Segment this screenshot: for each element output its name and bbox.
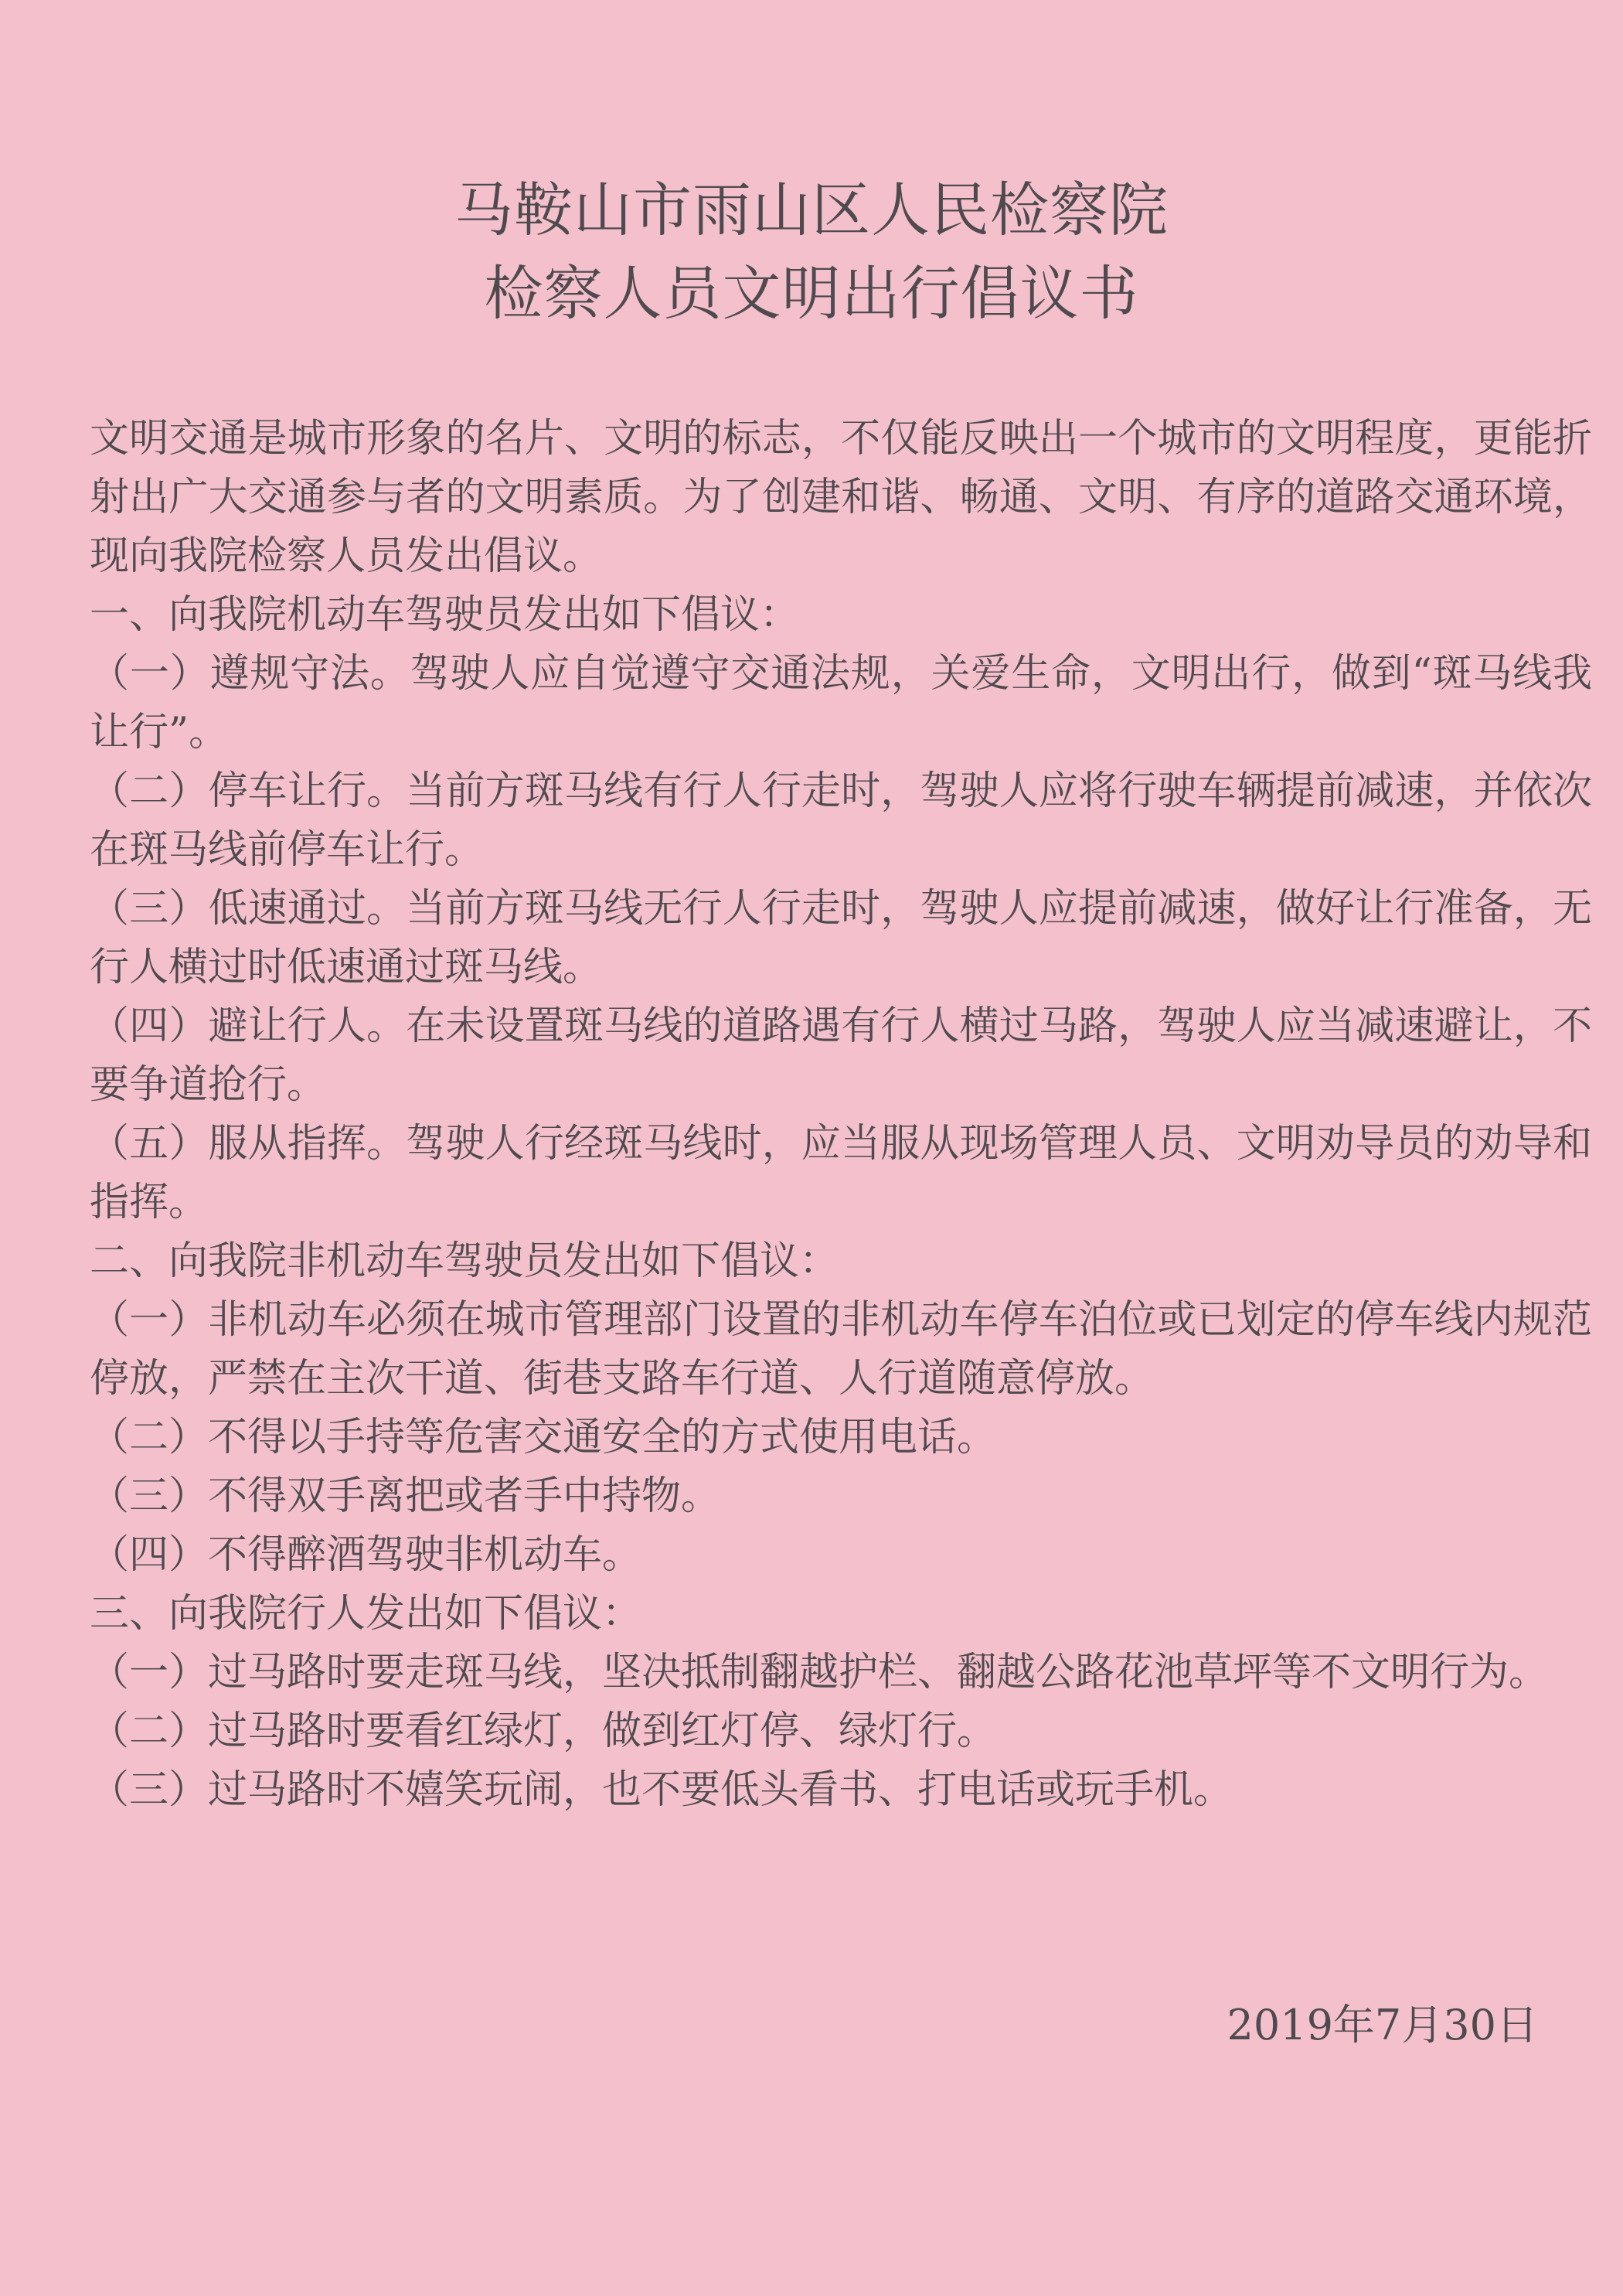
proposal-item: （三）低速通过。当前方斑马线无行人行走时，驾驶人应提前减速，做好让行准备，无行人横过时低速通过斑马线。 (90, 886, 1592, 990)
proposal-item: （二）过马路时要看红绿灯，做到红灯停、绿灯行。 (90, 1708, 997, 1754)
proposal-item: （五）服从指挥。驾驶人行经斑马线时，应当服从现场管理人员、文明劝导员的劝导和指挥。 (90, 1121, 1592, 1225)
document-date: 2019年7月30日 (1227, 2001, 1538, 2049)
proposal-item: （四）避让行人。在未设置斑马线的道路遇有行人横过马路，驾驶人应当减速避让，不要争道抢行。 (90, 1003, 1592, 1108)
proposal-item: （一）过马路时要走斑马线，坚决抵制翻越护栏、翻越公路花池草坪等不文明行为。 (90, 1650, 1549, 1695)
proposal-item: （四）不得醉酒驾驶非机动车。 (90, 1532, 642, 1578)
document-title (0, 169, 1623, 336)
proposal-item: （二）停车让行。当前方斑马线有行人行走时，驾驶人应将行驶车辆提前减速，并依次在斑马线前停车让行。 (90, 768, 1592, 873)
title-line-organization: 马鞍山市雨山区人民检察院 (454, 175, 1169, 244)
proposal-item: （一）非机动车必须在城市管理部门设置的非机动车停车泊位或已划定的停车线内规范停放，严禁在主次干道、街巷支路车行道、人行道随意停放。 (90, 1297, 1592, 1402)
section-heading-pedestrian: 三、向我院行人发出如下倡议： (90, 1591, 642, 1637)
section-heading-motor-vehicle: 一、向我院机动车驾驶员发出如下倡议： (90, 592, 800, 638)
proposal-item: （二）不得以手持等危害交通安全的方式使用电话。 (90, 1415, 997, 1460)
proposal-item: （一）遵规守法。驾驶人应自觉遵守交通法规，关爱生命，文明出行，做到“斑马线我让行”。 (90, 651, 1592, 755)
title-line-subject: 检察人员文明出行倡议书 (484, 259, 1139, 328)
document-body (90, 410, 1592, 1820)
proposal-item: （三）不得双手离把或者手中持物。 (90, 1473, 721, 1519)
section-heading-non-motor-vehicle: 二、向我院非机动车驾驶员发出如下倡议： (90, 1238, 839, 1284)
proposal-item: （三）过马路时不嬉笑玩闹，也不要低头看书、打电话或玩手机。 (90, 1767, 1233, 1813)
intro-paragraph: 文明交通是城市形象的名片、文明的标志，不仅能反映出一个城市的文明程度，更能折射出广大交通参与者的文明素质。为了创建和谐、畅通、文明、有序的道路交通环境，现向我院检察人员发出倡议。 (90, 416, 1592, 579)
